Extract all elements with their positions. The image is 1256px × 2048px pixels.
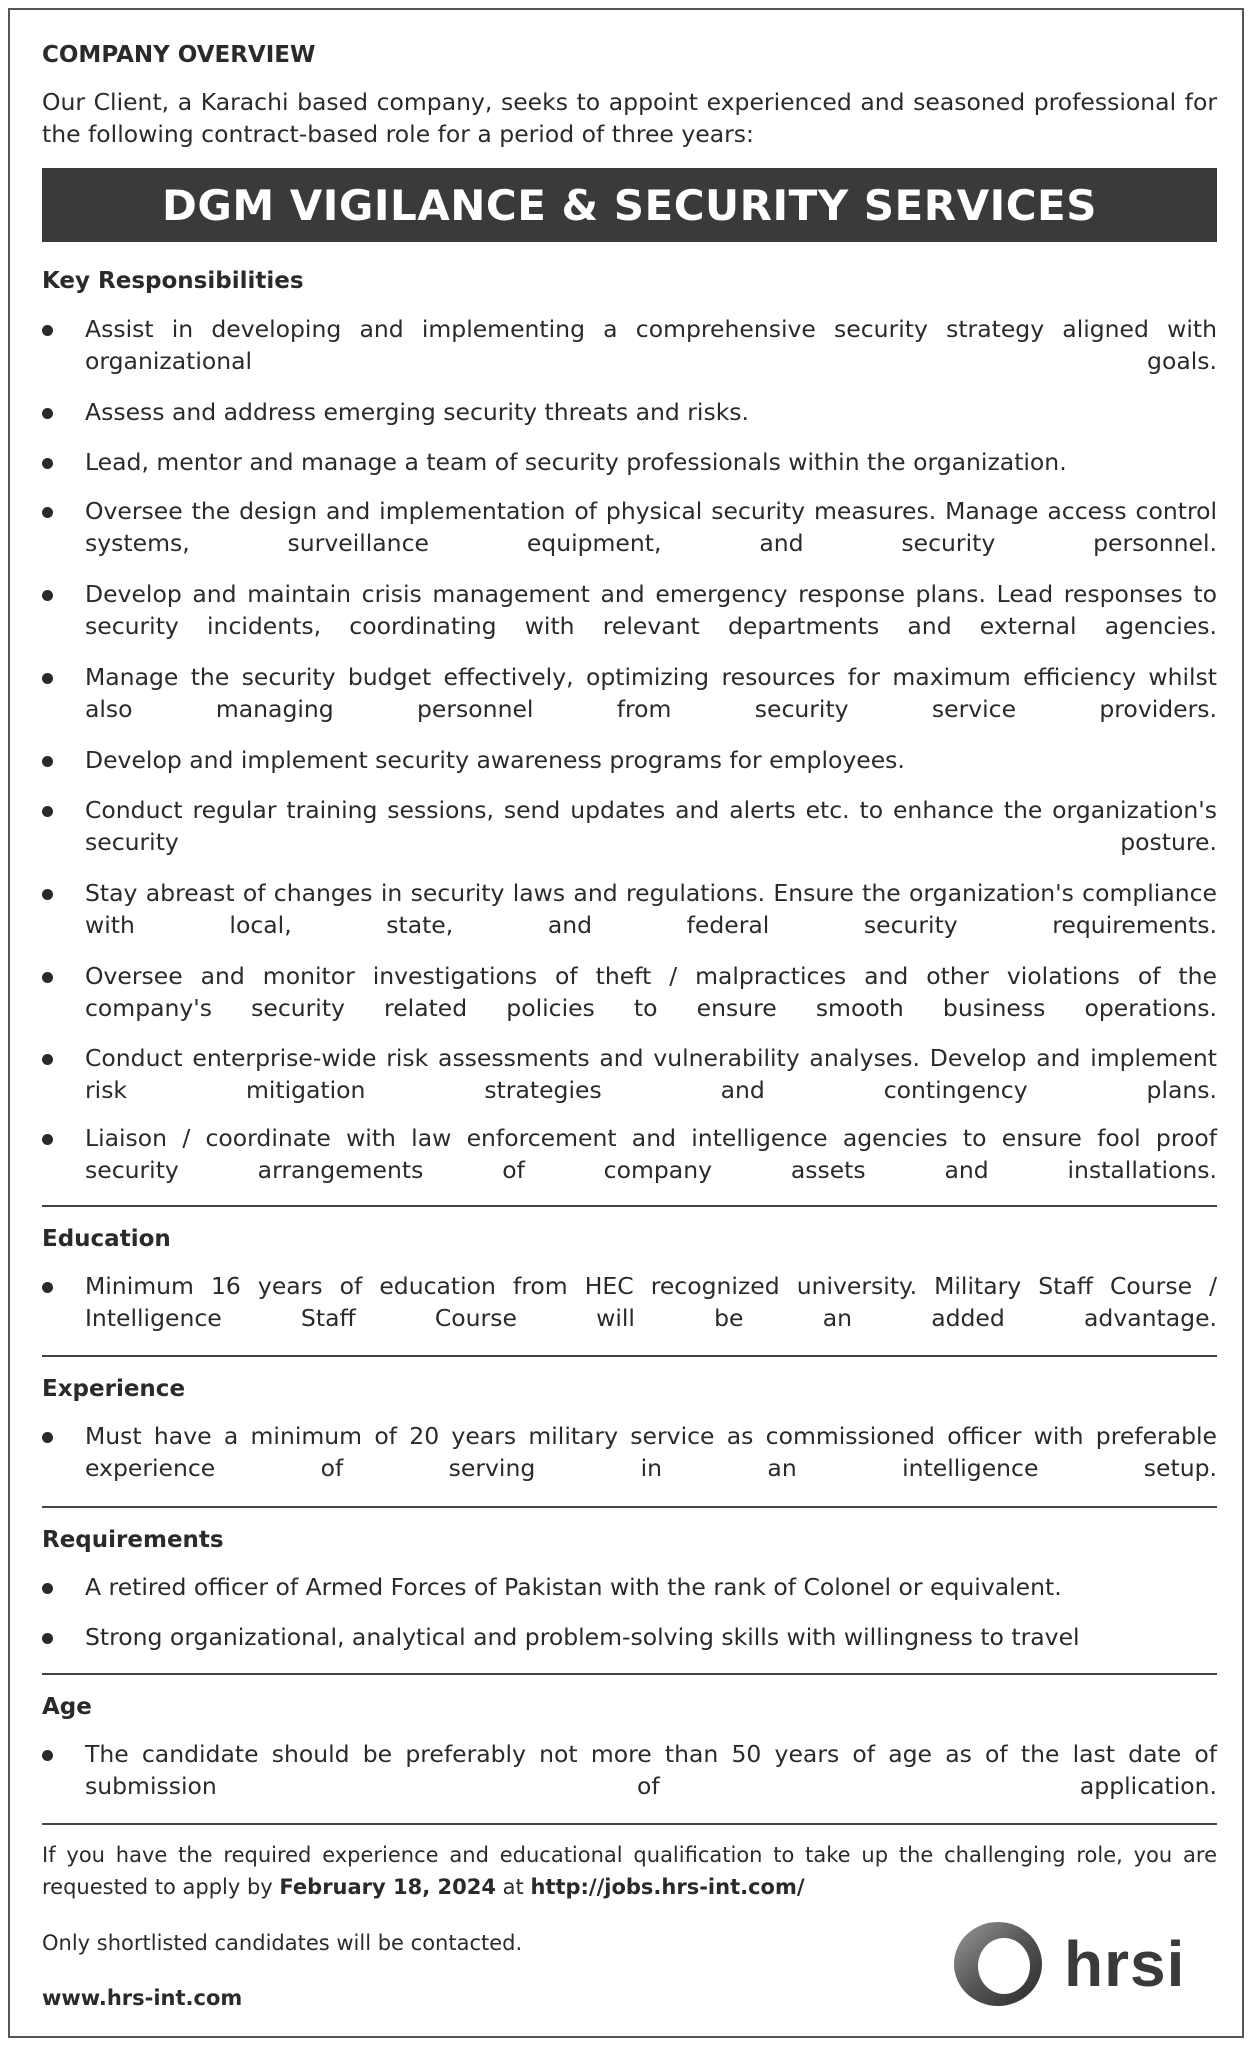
list-item [42,1571,1217,1603]
bullet-icon [42,806,53,817]
list-item-text: A retired officer of Armed Forces of Pakistan with the rank of Colonel or equivalent. [85,1573,1062,1601]
list-item [42,1420,1217,1484]
bullet-icon [42,1134,53,1145]
bullet-icon [42,1750,53,1761]
list-item-text: Conduct enterprise-wide risk assessments and vulnerability analyses. Develop and implement risk mitigation strategies and contingency plans. [85,1044,1217,1104]
list-item-text: Develop and implement security awareness programs for employees. [85,746,905,774]
list-item [42,661,1217,725]
experience-heading: Experience [42,1376,186,1402]
bullet-icon [42,507,53,518]
list-item [42,960,1217,1024]
requirements-heading: Requirements [42,1527,224,1553]
website-link[interactable]: www.hrs-int.com [42,1986,243,2010]
company-overview-text: Our Client, a Karachi based company, seeks to appoint experienced and seasoned professional for the following contract-based role for a period of three years: [42,88,1217,148]
apply-at: at [502,1875,524,1899]
hrsi-logo-text: hrsi [1064,1928,1186,2000]
list-item [42,744,1217,776]
age-heading: Age [42,1694,92,1720]
bullet-icon [42,1633,53,1644]
bullet-icon [42,1054,53,1065]
list-item-text: Lead, mentor and manage a team of security professionals within the organization. [85,448,1067,476]
list-item [42,1042,1217,1106]
bullet-icon [42,972,53,983]
list-item-text: Conduct regular training sessions, send updates and alerts etc. to enhance the organization's security posture. [85,796,1217,856]
bullet-icon [42,590,53,601]
section-divider [42,1506,1217,1508]
bullet-icon [42,458,53,469]
deadline: February 18, 2024 [279,1875,496,1899]
hrsi-logo-mark [946,1914,1221,2014]
bullet-icon [42,325,53,336]
list-item [42,1738,1217,1802]
bullet-icon [42,1432,53,1443]
bullet-icon [42,408,53,419]
list-item [42,495,1217,559]
section-divider [42,1823,1217,1825]
list-item [42,1270,1217,1334]
section-divider [42,1355,1217,1357]
list-item-text: Strong organizational, analytical and problem-solving skills with willingness to travel [85,1623,1080,1651]
bullet-icon [42,889,53,900]
section-divider [42,1205,1217,1207]
list-item [42,396,1217,428]
list-item [42,1621,1217,1653]
list-item-text: Minimum 16 years of education from HEC recognized university. Military Staff Course / Intelligence Staff Course will be an added advantage. [85,1272,1217,1332]
hrsi-logo [946,1914,1221,2014]
list-item [42,578,1217,642]
list-item-text: The candidate should be preferably not more than 50 years of age as of the last date of submission of application. [85,1740,1217,1800]
education-heading: Education [42,1226,171,1252]
company-overview-heading: COMPANY OVERVIEW [42,42,316,68]
apply-text: If you have the required experience and educational qualification to take up the challenging role, you are requested to apply by [42,1843,1217,1899]
list-item-text: Assist in developing and implementing a comprehensive security strategy aligned with organizational goals. [85,315,1217,375]
list-item-text: Liaison / coordinate with law enforcement and intelligence agencies to ensure fool proof security arrangements of company assets and installations. [85,1124,1217,1184]
list-item-text: Manage the security budget effectively, optimizing resources for maximum efficiency whilst also managing personnel from security service providers. [85,663,1217,723]
bullet-icon [42,673,53,684]
bullet-icon [42,1282,53,1293]
list-item [42,313,1217,377]
list-item [42,877,1217,941]
bullet-icon [42,1583,53,1594]
list-item [42,1122,1217,1186]
list-item-text: Stay abreast of changes in security laws and regulations. Ensure the organization's compliance with local, state, and federal security requirements. [85,879,1217,939]
apply-instructions [42,1839,1217,1903]
job-title-banner: DGM VIGILANCE & SECURITY SERVICES [42,168,1217,242]
responsibilities-heading: Key Responsibilities [42,268,304,294]
list-item-text: Oversee and monitor investigations of theft / malpractices and other violations of the company's security related policies to ensure smooth business operations. [85,962,1217,1022]
bullet-icon [42,756,53,767]
list-item-text: Oversee the design and implementation of physical security measures. Manage access control systems, surveillance equipment, and security personnel. [85,497,1217,557]
apply-link[interactable]: http://jobs.hrs-int.com/ [530,1875,805,1899]
list-item [42,794,1217,858]
list-item-text: Must have a minimum of 20 years military service as commissioned officer with preferable experience of serving in an intelligence setup. [85,1422,1217,1482]
section-divider [42,1673,1217,1675]
shortlist-note: Only shortlisted candidates will be contacted. [42,1931,523,1955]
list-item-text: Assess and address emerging security threats and risks. [85,398,750,426]
list-item-text: Develop and maintain crisis management and emergency response plans. Lead responses to security incidents, coordinating with relevant departments and external agencies. [85,580,1217,640]
list-item [42,446,1217,478]
